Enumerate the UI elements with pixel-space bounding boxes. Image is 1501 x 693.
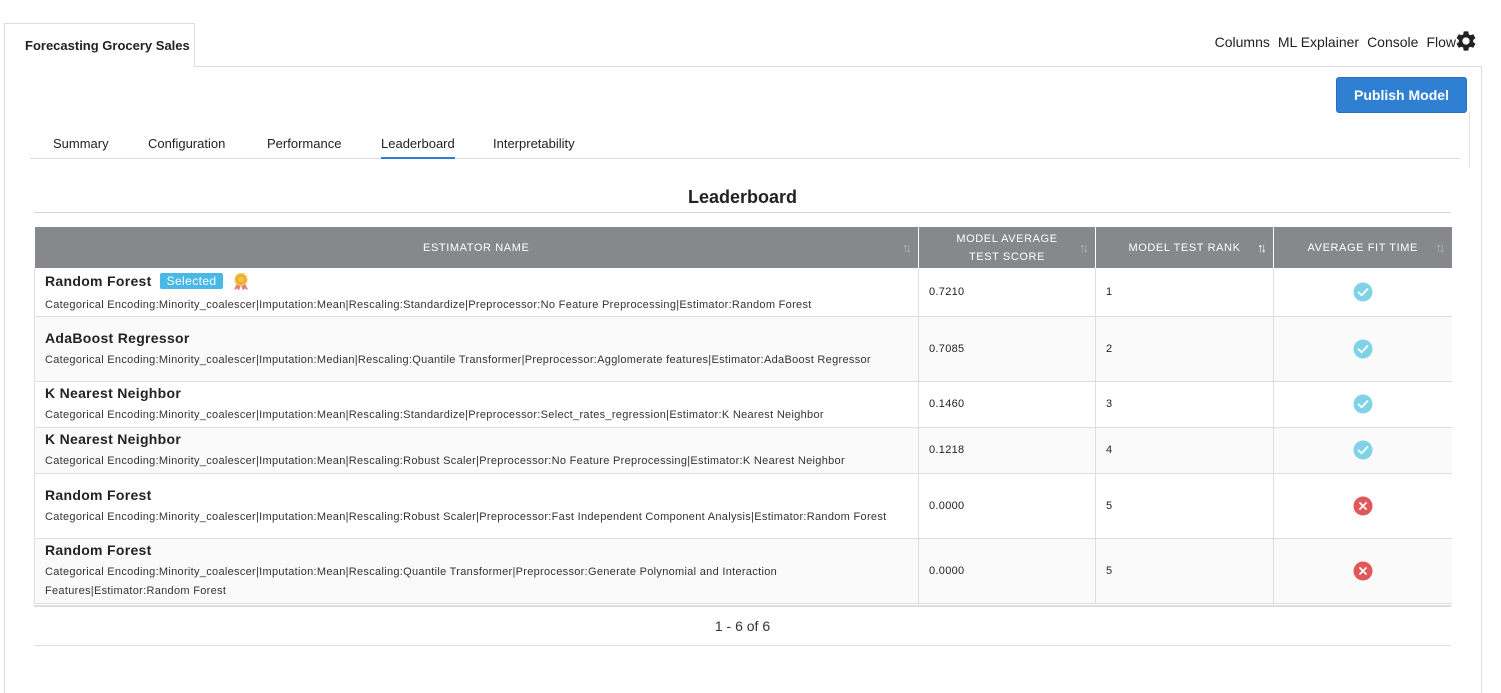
- check-circle-icon: [1353, 339, 1373, 359]
- table-row[interactable]: [35, 427, 1452, 473]
- rank-cell: 2: [1096, 316, 1274, 381]
- table-row[interactable]: [35, 381, 1452, 427]
- estimator-name-wrap: [45, 330, 918, 346]
- estimator-cell: [35, 268, 919, 316]
- score-cell: 0.7085: [919, 316, 1096, 381]
- column-header-estimator-name[interactable]: ESTIMATOR NAME ↑↓: [35, 227, 919, 268]
- pagination: 1 - 6 of 6: [34, 605, 1451, 646]
- fit-time-cell: [1274, 473, 1452, 538]
- table-row[interactable]: [35, 538, 1452, 603]
- project-tab[interactable]: [4, 23, 195, 67]
- estimator-name: K Nearest Neighbor: [45, 431, 182, 447]
- error-circle-icon: [1353, 496, 1373, 516]
- rank-cell: 5: [1096, 473, 1274, 538]
- estimator-name: K Nearest Neighbor: [45, 385, 182, 401]
- sub-tabs: [30, 130, 1460, 159]
- score-cell: 0.0000: [919, 538, 1096, 603]
- check-circle-icon: [1353, 440, 1373, 460]
- tab-leaderboard[interactable]: Leaderboard: [381, 136, 455, 159]
- check-circle-icon: [1353, 394, 1373, 414]
- tab-interpretability[interactable]: Interpretability: [493, 136, 575, 151]
- divider: [1469, 112, 1470, 168]
- estimator-name-wrap: [45, 487, 918, 503]
- tab-configuration[interactable]: Configuration: [148, 136, 226, 151]
- page-title: Leaderboard: [687, 187, 798, 207]
- rank-cell: 3: [1096, 381, 1274, 427]
- rank-cell: 5: [1096, 538, 1274, 603]
- estimator-name: Random Forest: [45, 272, 152, 289]
- nav-ml-explainer[interactable]: ML Explainer: [1277, 34, 1360, 50]
- project-tab-label: Forecasting Grocery Sales: [25, 38, 190, 53]
- estimator-name-wrap: [45, 542, 918, 558]
- sort-icon[interactable]: ↑↓: [1079, 240, 1086, 255]
- nav-console[interactable]: Console: [1367, 34, 1419, 50]
- estimator-name: AdaBoost Regressor: [45, 329, 190, 346]
- fit-time-cell: [1274, 268, 1452, 316]
- estimator-description: Categorical Encoding:Minority_coalescer|Imputation:Mean|Rescaling:Standardize|Preprocessor:Select_rates_regression|Estimator:K Nearest Neighbor: [45, 409, 824, 421]
- leaderboard-table: [34, 227, 1452, 604]
- rank-cell: 4: [1096, 427, 1274, 473]
- estimator-description: Categorical Encoding:Minority_coalescer|Imputation:Mean|Rescaling:Robust Scaler|Preprocessor:No Feature Preprocessing|Estimator:K Nearest Neighbor: [45, 455, 845, 467]
- estimator-name-wrap: [45, 431, 918, 447]
- table-row[interactable]: [35, 316, 1452, 381]
- fit-time-cell: [1274, 538, 1452, 603]
- estimator-name-wrap: [45, 271, 918, 291]
- tab-performance[interactable]: Performance: [267, 136, 342, 151]
- sort-icon[interactable]: ↑↓: [902, 240, 909, 255]
- table-row[interactable]: [35, 268, 1452, 316]
- check-circle-icon: [1353, 282, 1373, 302]
- gear-icon[interactable]: [1454, 29, 1478, 53]
- estimator-name-wrap: [45, 385, 918, 401]
- publish-model-button[interactable]: Publish Model: [1336, 77, 1467, 113]
- fit-time-cell: [1274, 381, 1452, 427]
- medal-icon: [231, 271, 251, 291]
- top-nav: [1215, 34, 1456, 50]
- score-cell: 0.1460: [919, 381, 1096, 427]
- selected-badge: Selected: [160, 273, 224, 289]
- estimator-cell: [35, 316, 919, 381]
- error-circle-icon: [1353, 561, 1373, 581]
- estimator-description: Categorical Encoding:Minority_coalescer|Imputation:Mean|Rescaling:Robust Scaler|Preprocessor:Fast Independent Component Analysis|Estimator:Random Forest: [45, 510, 887, 523]
- column-header-average-fit-time[interactable]: AVERAGE FIT TIME ↑↓: [1274, 227, 1452, 268]
- estimator-description: Categorical Encoding:Minority_coalescer|Imputation:Median|Rescaling:Quantile Transformer|Preprocessor:Agglomerate features|Estimator:AdaBoost Regressor: [45, 353, 871, 366]
- table-row[interactable]: [35, 473, 1452, 538]
- estimator-cell: [35, 538, 919, 603]
- divider: [34, 212, 1451, 213]
- score-cell: 0.0000: [919, 473, 1096, 538]
- score-cell: 0.1218: [919, 427, 1096, 473]
- column-header-model-test-rank[interactable]: MODEL TEST RANK ↑↓: [1096, 227, 1274, 268]
- fit-time-cell: [1274, 316, 1452, 381]
- fit-time-cell: [1274, 427, 1452, 473]
- nav-flow[interactable]: Flow: [1426, 34, 1456, 50]
- estimator-cell: [35, 427, 919, 473]
- estimator-name: Random Forest: [45, 486, 152, 503]
- sort-icon[interactable]: ↑↓: [1435, 240, 1443, 255]
- estimator-cell: [35, 473, 919, 538]
- estimator-description: Categorical Encoding:Minority_coalescer|Imputation:Mean|Rescaling:Quantile Transformer|Preprocessor:Generate Polynomial and Interaction Features|Estimator:Random Forest: [45, 566, 778, 597]
- tab-summary[interactable]: Summary: [53, 136, 109, 151]
- nav-columns[interactable]: Columns: [1214, 34, 1270, 50]
- score-cell: 0.7210: [919, 268, 1096, 316]
- estimator-name: Random Forest: [45, 542, 152, 558]
- column-header-model-average-test-score[interactable]: MODEL AVERAGE TEST SCORE ↑↓: [919, 227, 1096, 268]
- table-header-row: [35, 227, 1452, 268]
- sort-ascending-icon[interactable]: ↑↓: [1257, 240, 1264, 255]
- rank-cell: 1: [1096, 268, 1274, 316]
- estimator-description: Categorical Encoding:Minority_coalescer|Imputation:Mean|Rescaling:Standardize|Preprocessor:No Feature Preprocessing|Estimator:Random Forest: [45, 298, 812, 311]
- estimator-cell: [35, 381, 919, 427]
